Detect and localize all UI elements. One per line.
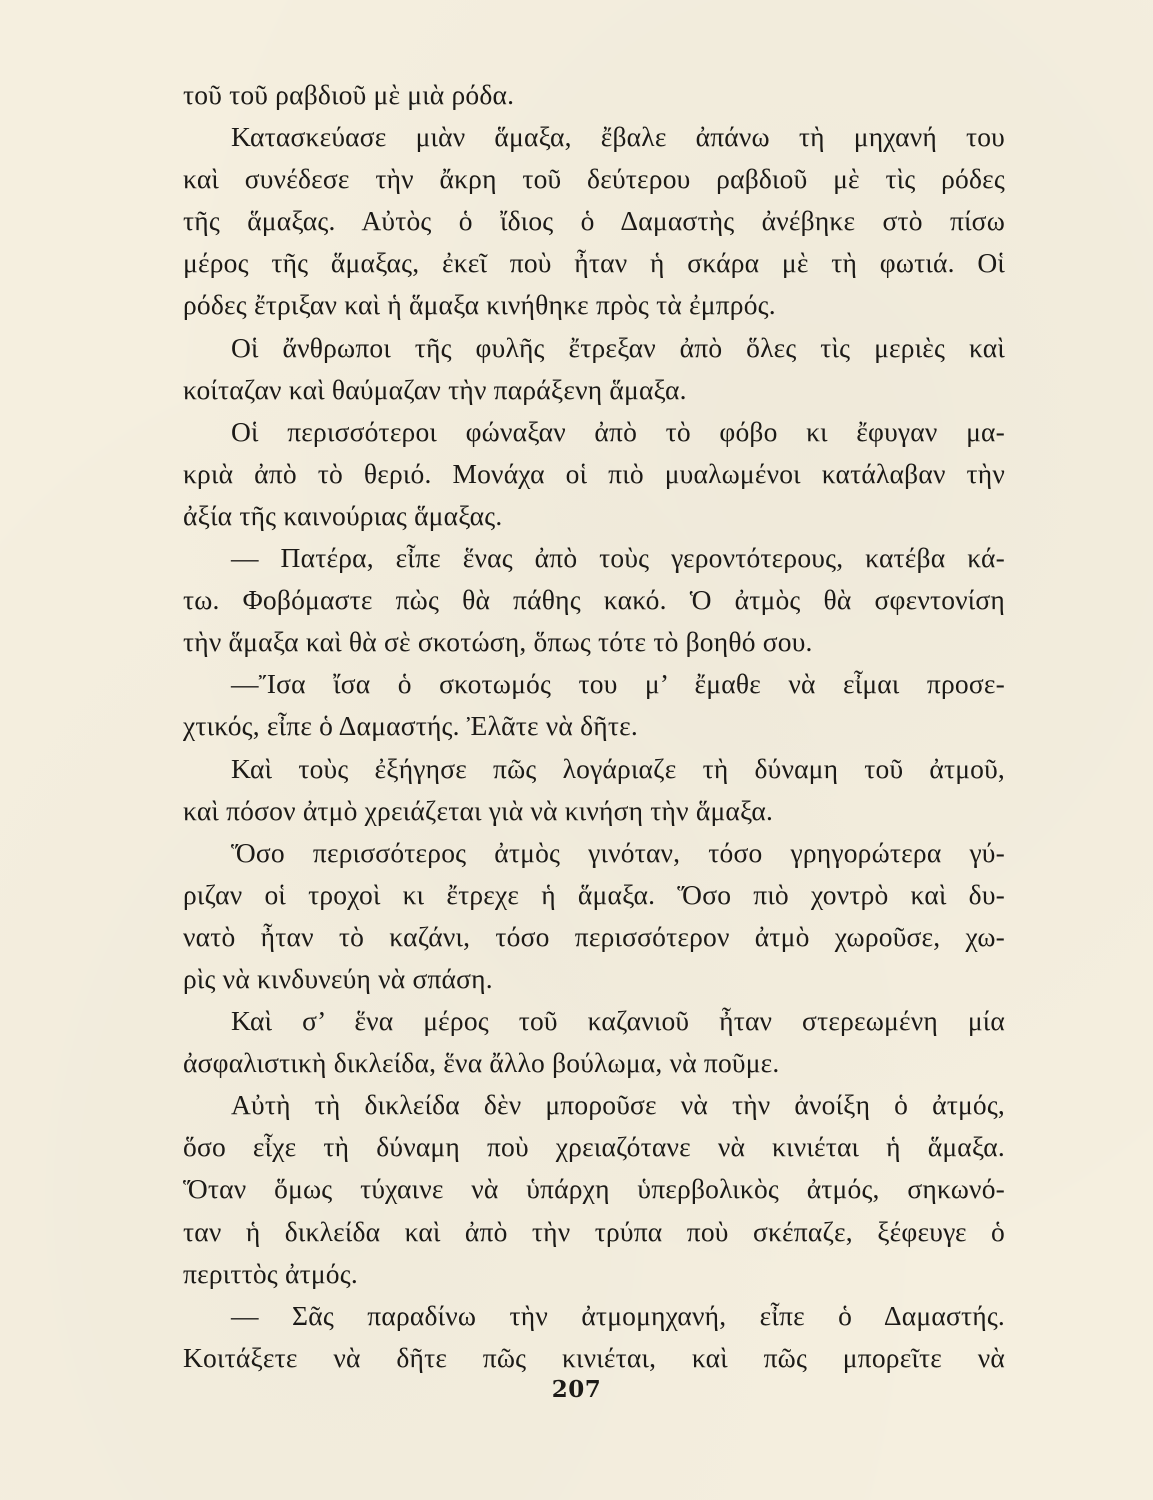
body-text (183, 74, 1005, 1379)
text-line: τω. Φοβόμαστε πὼς θὰ πάθης κακό. Ὁ ἀτμὸς θὰ σφεντονίση (183, 584, 1005, 616)
text-line: Ὅσο περισσότερος ἀτμὸς γινόταν, τόσο γρηγορώτερα γύ- (231, 836, 1005, 868)
text-line: ταν ἡ δικλείδα καὶ ἀπὸ τὴν τρύπα ποὺ σκέπαζε, ξέφευγε ὁ (183, 1215, 1005, 1247)
text-line: τὴν ἅμαξα καὶ θὰ σὲ σκοτώση, ὅπως τότε τὸ βοηθό σου. (183, 626, 813, 658)
text-line: Οἱ περισσότεροι φώναξαν ἀπὸ τὸ φόβο κι ἔφυγαν μα- (231, 415, 1005, 447)
text-line: ρόδες ἔτριξαν καὶ ἡ ἅμαξα κινήθηκε πρὸς τὰ ἐμπρός. (183, 289, 776, 321)
text-line: Ὅταν ὅμως τύχαινε νὰ ὑπάρχη ὑπερβολικὸς ἀτμός, σηκωνό- (183, 1173, 1005, 1205)
text-line: — Πατέρα, εἶπε ἕνας ἀπὸ τοὺς γεροντότερους, κατέβα κά- (231, 542, 1005, 574)
text-line: καὶ πόσον ἀτμὸ χρειάζεται γιὰ νὰ κινήση τὴν ἅμαξα. (183, 794, 774, 826)
text-line: ρὶς νὰ κινδυνεύη νὰ σπάση. (183, 962, 493, 994)
text-line: τῆς ἅμαξας. Αὐτὸς ὁ ἴδιος ὁ Δαμαστὴς ἀνέβηκε στὸ πίσω (183, 205, 1005, 237)
page-number: 207 (551, 1376, 602, 1403)
text-line: Οἱ ἄνθρωποι τῆς φυλῆς ἔτρεξαν ἀπὸ ὅλες τὶς μεριὲς καὶ (231, 331, 1005, 363)
text-line: Αὐτὴ τὴ δικλείδα δὲν μποροῦσε νὰ τὴν ἀνοίξη ὁ ἀτμός, (231, 1089, 1005, 1121)
text-line: —Ἴσα ἴσα ὁ σκοτωμός του μ’ ἔμαθε νὰ εἶμαι προσε- (231, 668, 1005, 700)
text-line: χτικός, εἶπε ὁ Δαμαστής. Ἐλᾶτε νὰ δῆτε. (183, 710, 638, 742)
text-line: περιττὸς ἀτμός. (183, 1257, 358, 1289)
text-line: — Σᾶς παραδίνω τὴν ἀτμομηχανή, εἶπε ὁ Δαμαστής. (231, 1299, 1005, 1331)
text-line: ἀξία τῆς καινούριας ἅμαξας. (183, 499, 503, 531)
text-line: Καὶ τοὺς ἐξήγησε πῶς λογάριαζε τὴ δύναμη τοῦ ἀτμοῦ, (231, 752, 1005, 784)
text-line: τοῦ τοῦ ραβδιοῦ μὲ μιὰ ρόδα. (183, 79, 515, 110)
text-line: Καὶ σ’ ἕνα μέρος τοῦ καζανιοῦ ἦταν στερεωμένη μία (231, 1005, 1005, 1037)
text-line: μέρος τῆς ἅμαξας, ἐκεῖ ποὺ ἦταν ἡ σκάρα μὲ τὴ φωτιά. Οἱ (183, 247, 1005, 279)
text-line: ἀσφαλιστικὴ δικλείδα, ἕνα ἄλλο βούλωμα, νὰ ποῦμε. (183, 1047, 780, 1079)
text-line: κριὰ ἀπὸ τὸ θεριό. Μονάχα οἱ πιὸ μυαλωμένοι κατάλαβαν τὴν (183, 457, 1005, 489)
text-line: ὅσο εἶχε τὴ δύναμη ποὺ χρειαζότανε νὰ κινιέται ἡ ἅμαξα. (183, 1131, 1005, 1163)
text-line: νατὸ ἦταν τὸ καζάνι, τόσο περισσότερον ἀτμὸ χωροῦσε, χω- (183, 920, 1005, 952)
text-line: ριζαν οἱ τροχοὶ κι ἔτρεχε ἡ ἅμαξα. Ὅσο πιὸ χοντρὸ καὶ δυ- (183, 878, 1005, 910)
text-line: κοίταζαν καὶ θαύμαζαν τὴν παράξενη ἅμαξα. (183, 373, 687, 405)
text-line: Κατασκεύασε μιὰν ἅμαξα, ἔβαλε ἀπάνω τὴ μηχανή του (231, 121, 1005, 153)
text-line: Κοιτάξετε νὰ δῆτε πῶς κινιέται, καὶ πῶς μπορεῖτε νὰ (183, 1341, 1005, 1373)
text-line: καὶ συνέδεσε τὴν ἄκρη τοῦ δεύτερου ραβδιοῦ μὲ τὶς ρόδες (183, 163, 1005, 195)
